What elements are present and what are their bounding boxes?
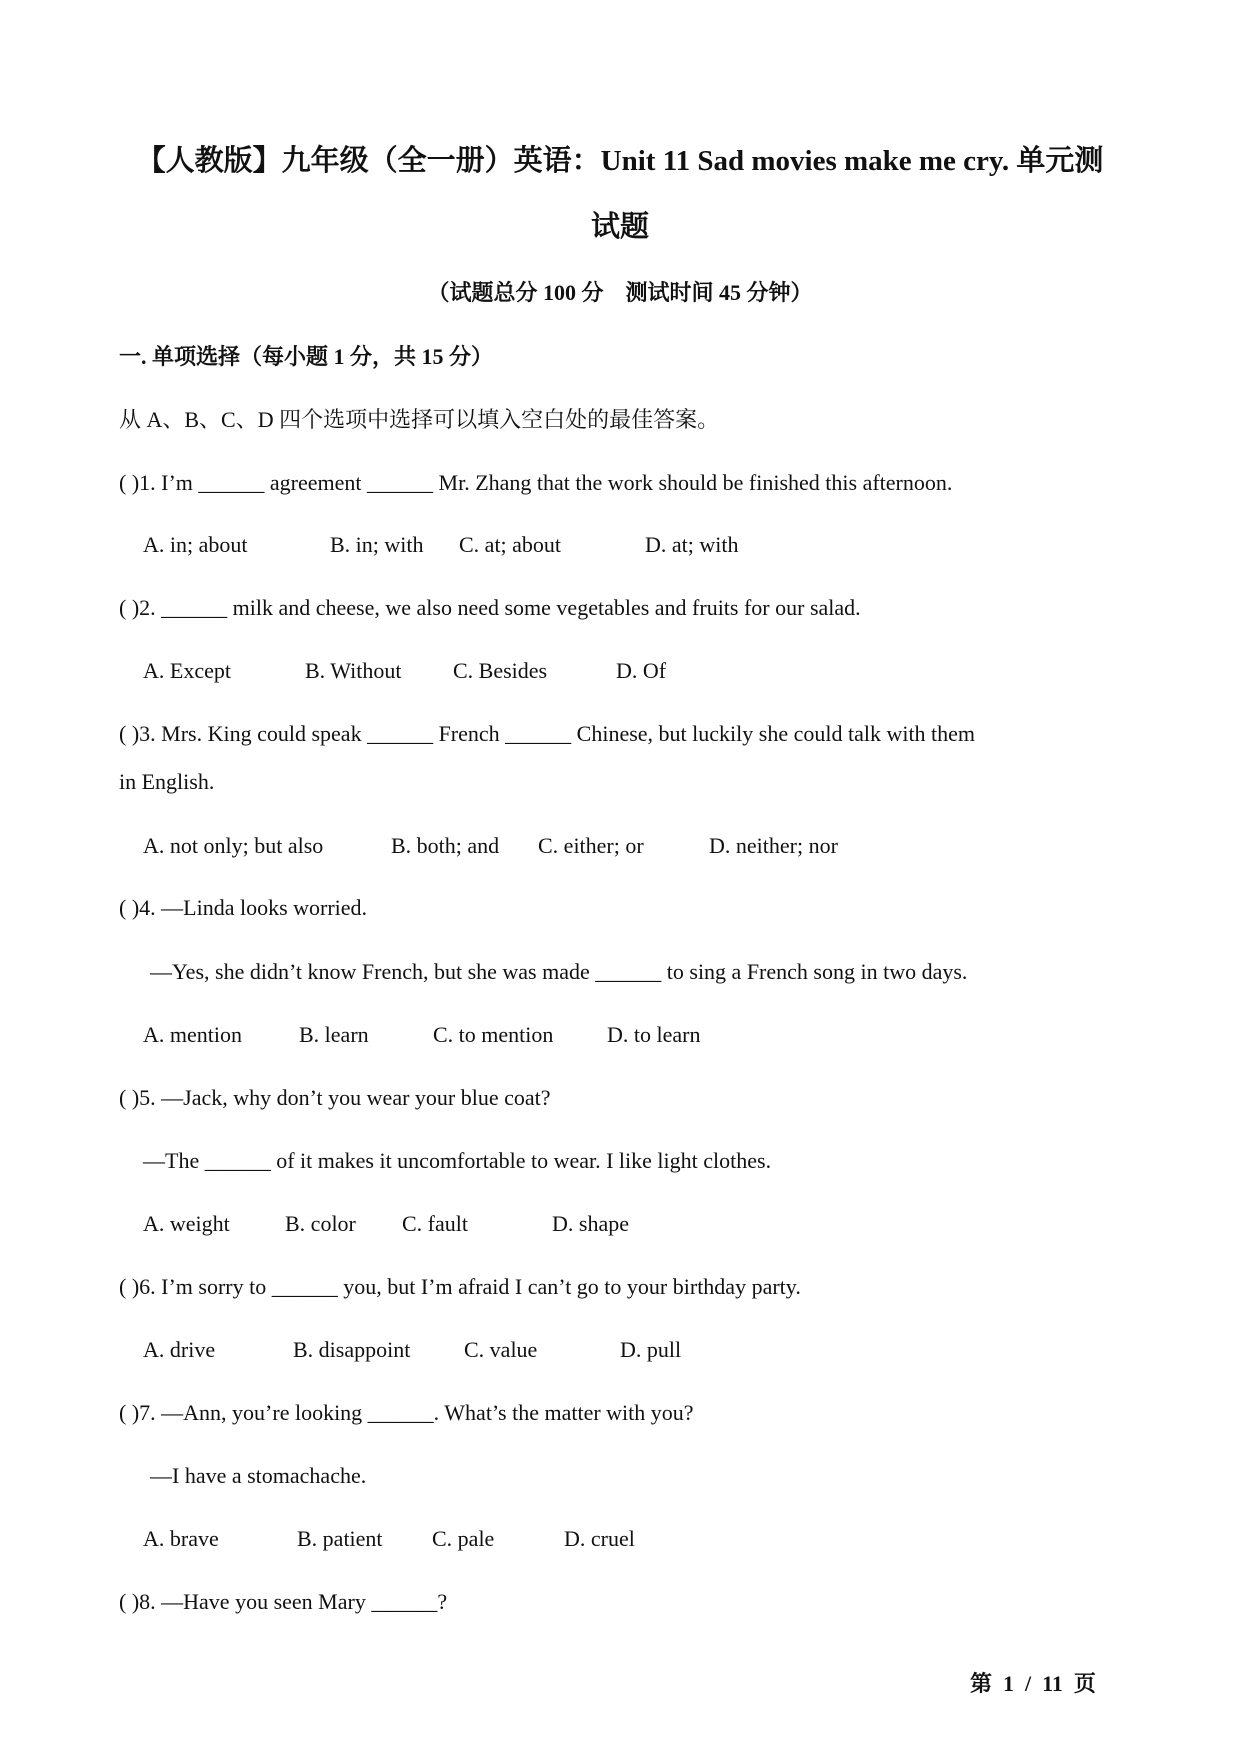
question-5-option-c: C. fault	[402, 1211, 468, 1236]
question-2-option-a: A. Except	[143, 658, 231, 683]
question-5-reply: —The ______ of it makes it uncomfortable to wear. I like light clothes.	[143, 1148, 772, 1173]
question-7-stem: ( )7. —Ann, you’re looking ______. What’s the matter with you?	[119, 1400, 694, 1425]
exam-info-subtitle: （试题总分 100 分 测试时间 45 分钟）	[427, 280, 813, 305]
question-3-options	[0, 832, 1241, 860]
question-3-option-d: D. neither; nor	[709, 833, 838, 858]
question-5-option-d: D. shape	[552, 1211, 629, 1236]
question-1-option-b: B. in; with	[330, 532, 424, 557]
question-1-options	[0, 531, 1241, 559]
question-3-stem: ( )3. Mrs. King could speak ______ French ______ Chinese, but luckily she could talk with them	[119, 721, 976, 746]
question-3-option-a: A. not only; but also	[143, 833, 324, 858]
question-6-options	[0, 1336, 1241, 1364]
document-title-line-1: 【人教版】九年级（全一册）英语：Unit 11 Sad movies make me cry. 单元测	[136, 145, 1104, 177]
question-3-option-b: B. both; and	[391, 833, 500, 858]
question-6-option-a: A. drive	[143, 1337, 216, 1362]
question-7-option-c: C. pale	[432, 1526, 495, 1551]
question-2-option-b: B. Without	[305, 658, 402, 683]
question-6-option-c: C. value	[464, 1337, 538, 1362]
question-5-option-a: A. weight	[143, 1211, 230, 1236]
question-6-option-d: D. pull	[620, 1337, 682, 1362]
question-3-stem-continued: in English.	[119, 769, 215, 794]
question-4-option-c: C. to mention	[433, 1022, 554, 1047]
question-6-stem: ( )6. I’m sorry to ______ you, but I’m afraid I can’t go to your birthday party.	[119, 1274, 801, 1299]
section-instruction: 从 A、B、C、D 四个选项中选择可以填入空白处的最佳答案。	[119, 407, 720, 432]
question-1-option-c: C. at; about	[459, 532, 562, 557]
question-5-options	[0, 1210, 1241, 1238]
page-number: 第 1 / 11 页	[970, 1671, 1096, 1696]
question-2-option-d: D. Of	[616, 658, 667, 683]
question-4-stem: ( )4. —Linda looks worried.	[119, 895, 368, 920]
question-1-option-d: D. at; with	[645, 532, 739, 557]
question-7-options	[0, 1525, 1241, 1553]
question-7-option-d: D. cruel	[564, 1526, 635, 1551]
question-4-option-b: B. learn	[299, 1022, 369, 1047]
question-2-stem: ( )2. ______ milk and cheese, we also need some vegetables and fruits for our salad.	[119, 595, 861, 620]
question-7-reply: —I have a stomachache.	[150, 1463, 367, 1488]
question-8-stem: ( )8. —Have you seen Mary ______?	[119, 1589, 448, 1614]
question-3-option-c: C. either; or	[538, 833, 644, 858]
question-2-option-c: C. Besides	[453, 658, 548, 683]
question-7-option-a: A. brave	[143, 1526, 219, 1551]
question-5-stem: ( )5. —Jack, why don’t you wear your blue coat?	[119, 1085, 551, 1110]
question-4-option-d: D. to learn	[607, 1022, 701, 1047]
question-4-options	[0, 1021, 1241, 1049]
question-4-option-a: A. mention	[143, 1022, 242, 1047]
question-5-option-b: B. color	[285, 1211, 356, 1236]
question-4-reply: —Yes, she didn’t know French, but she was made ______ to sing a French song in two days.	[150, 959, 968, 984]
section-heading: 一. 单项选择（每小题 1 分，共 15 分）	[119, 344, 494, 369]
document-title-line-2: 试题	[590, 211, 649, 243]
question-6-option-b: B. disappoint	[293, 1337, 411, 1362]
question-1-stem: ( )1. I’m ______ agreement ______ Mr. Zhang that the work should be finished this afternoon.	[119, 470, 953, 495]
question-2-options	[0, 657, 1241, 685]
question-1-option-a: A. in; about	[143, 532, 248, 557]
question-7-option-b: B. patient	[297, 1526, 383, 1551]
